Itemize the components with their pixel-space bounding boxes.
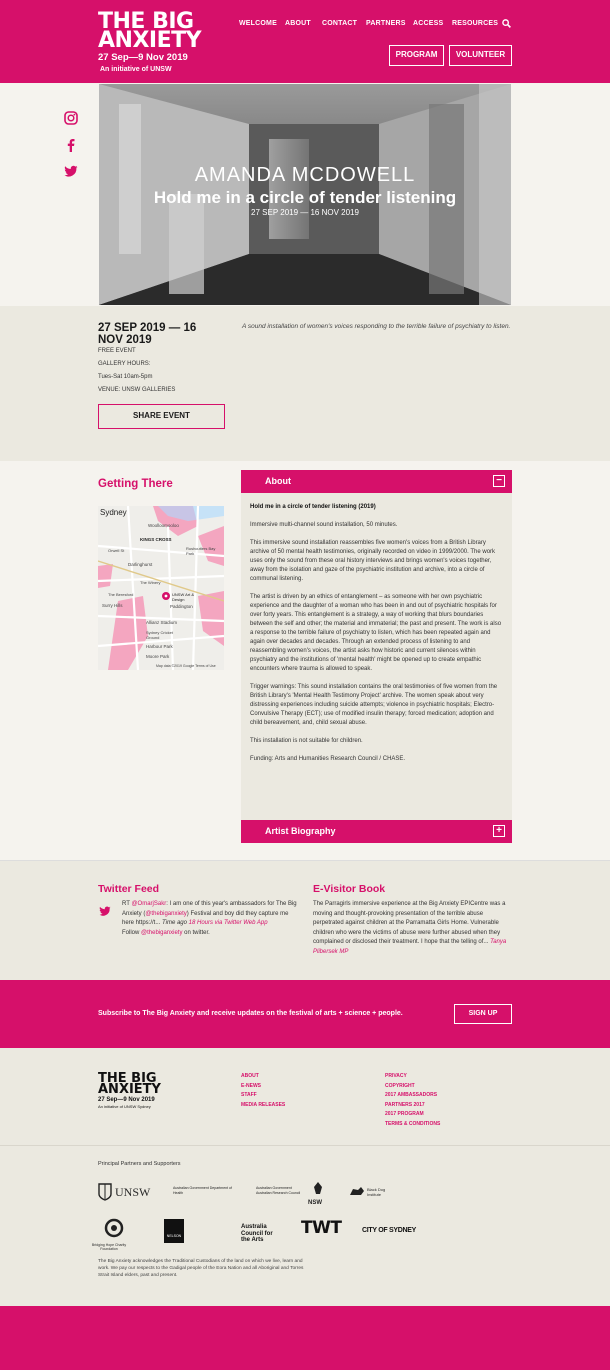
partner-logo-health[interactable]: Australian Government Department of Health (173, 1186, 232, 1195)
about-paragraph-5: This installation is not suitable for children. (250, 738, 363, 744)
map-label-surry-hills: Surry Hills (102, 603, 123, 608)
location-map[interactable] (98, 506, 224, 670)
free-event-label: FREE EVENT (98, 348, 136, 354)
tweet-mention-link[interactable]: @thebiganxiety (145, 910, 187, 917)
artist-bio-heading: Artist Biography (265, 826, 336, 836)
footer-link-about[interactable]: ABOUT (241, 1073, 259, 1079)
visitor-entry (313, 900, 513, 957)
partners-heading: Principal Partners and Supporters (98, 1161, 181, 1167)
hero-dates: 27 SEP 2019 — 16 NOV 2019 (251, 208, 359, 217)
unsw-crest-icon (98, 1183, 112, 1201)
footer-link-partners[interactable]: PARTNERS 2017 (385, 1101, 425, 1108)
logo-line1: THE BIG (98, 9, 194, 34)
partner-logo-unsw[interactable] (98, 1183, 150, 1201)
getting-there-heading: Getting There (98, 478, 173, 490)
tweet-meta-link[interactable]: 18 Hours via Twitter Web App (188, 920, 268, 926)
nav-contact[interactable]: CONTACT (322, 20, 358, 27)
footer-bar (0, 1306, 610, 1370)
about-paragraph-1: Immersive multi-channel sound installation, 50 minutes. (250, 522, 398, 528)
hero-artist-name: AMANDA MCDOWELL (194, 164, 416, 186)
partner-logo-australia-council[interactable]: Australia Council for the Arts (241, 1224, 273, 1243)
nsw-wordmark: NSW (308, 1200, 322, 1206)
map-label-kings-cross: KINGS CROSS (140, 537, 172, 542)
sign-up-button[interactable]: SIGN UP (454, 1004, 512, 1024)
map-label-sydney: Sydney (100, 508, 127, 517)
tweet-text-2: ) Festival and boy did they capture me here https://t... (122, 910, 289, 926)
tweet-meta: Time ago (160, 920, 189, 926)
search-icon[interactable] (502, 19, 511, 28)
footer-logo-line1: THE BIG (98, 1071, 157, 1086)
logo-line2: ANXIETY (98, 28, 202, 53)
partner-logo-nelson[interactable]: NELSON (164, 1219, 184, 1243)
nav-access[interactable]: ACCESS (413, 20, 444, 27)
footer-link-enews[interactable]: E-NEWS (241, 1082, 261, 1089)
map-credit[interactable]: Map data ©2019 Google Terms of Use (156, 664, 216, 668)
event-summary: A sound installation of women's voices responding to the terrible failure of psychiatry to listen. (242, 323, 511, 330)
partner-logo-nsw[interactable] (308, 1181, 328, 1206)
nav-partners[interactable]: PARTNERS (366, 20, 406, 27)
acknowledgement-of-country: The Big Anxiety acknowledges the Traditional Custodians of the land on which we live, learn and work. We pay our respects to the Gadigal people of the Eora Nation and all Aboriginal and Torres Strait Island elders, past and present. (98, 1259, 304, 1278)
unsw-wordmark: UNSW (115, 1184, 151, 1199)
footer-link-media[interactable]: MEDIA RELEASES (241, 1101, 286, 1108)
artist-bio-accordion-header[interactable] (241, 820, 512, 843)
partner-logo-arc[interactable]: Australian Government Australian Research Council (256, 1186, 301, 1195)
footer-logo-line2: ANXIETY (98, 1082, 161, 1097)
map-label-harbour-park: Harbour Park (146, 644, 173, 649)
feeds-band (0, 860, 610, 980)
map-label-woolloomooloo: Woolloomooloo (148, 523, 179, 528)
about-panel (241, 470, 512, 820)
expand-icon[interactable]: + (493, 825, 505, 837)
footer-divider (0, 1145, 610, 1146)
about-content (241, 493, 512, 764)
footer-link-copyright[interactable]: COPYRIGHT (385, 1082, 415, 1089)
footer-link-privacy[interactable]: PRIVACY (385, 1073, 407, 1079)
volunteer-button[interactable]: VOLUNTEER (449, 45, 512, 66)
instagram-icon[interactable] (64, 111, 78, 125)
black-dog-icon (349, 1186, 365, 1198)
site-header (0, 0, 610, 83)
about-work-title: Hold me in a circle of tender listening (2019) (250, 504, 376, 510)
footer-col-1 (241, 1072, 285, 1110)
about-accordion-header[interactable] (241, 470, 512, 493)
collapse-icon[interactable]: − (493, 475, 505, 487)
about-paragraph-2: This immersive sound installation reassembles five women's voices from a British Library archive of 50 mental health testimonies, originally recorded on video in 1999/2000. The work uses only the sound from these oral history interviews and brings women's voices together, away from the isolation and gaze of the psychiatric institution and archive, into a circle of communal listening. (250, 540, 496, 582)
footer-logo-dates: 27 Sep—9 Nov 2019 (98, 1097, 155, 1103)
footer-link-ambassadors[interactable]: 2017 AMBASSADORS (385, 1092, 438, 1098)
event-date-line2: NOV 2019 (98, 334, 152, 346)
follow-text: Follow (122, 929, 142, 936)
footer-link-terms[interactable]: TERMS & CONDITIONS (385, 1120, 441, 1127)
map-label-orwell: Orwell St (108, 548, 125, 553)
partner-logo-blackdog[interactable] (349, 1186, 389, 1198)
tweet-text-1: : I am one of this year's ambassadors for The Big Anxiety ( (122, 901, 297, 917)
twitter-bird-icon (98, 905, 112, 917)
tweet-rt: RT (122, 901, 132, 907)
event-dates (98, 322, 196, 346)
about-heading: About (265, 476, 291, 486)
nav-welcome[interactable]: WELCOME (239, 20, 277, 27)
footer-link-program[interactable]: 2017 PROGRAM (385, 1111, 424, 1117)
footer-logo[interactable] (98, 1073, 161, 1109)
map-label-scg: Sydney Cricket Ground (146, 630, 173, 640)
nav-about[interactable]: ABOUT (285, 20, 311, 27)
footer-logo-sub: An initiative of UNSW Sydney (98, 1104, 151, 1109)
about-paragraph-3: The artist is driven by an ethics of entanglement – as someone with her own psychiatric experience and the daughter of a woman who has been in and out of psychiatric hospitals for over forty years. This entanglement is a strategy, a way of working that blurs boundaries between the self and other; the material and immaterial; the past and present. The work is also a response to the terrible failure of psychiatry to listen, which has been repeated again and again over decades and decades. Through an extended process of listening to and reassembling women's voices, the artist asks how historic and current silences within psychiatry and the institutions of 'mental health' might be opened up to create empathic encounters where trauma is allowed to speak. (250, 594, 502, 672)
logo-subtitle: An initiative of UNSW (100, 65, 172, 73)
footer-link-staff[interactable]: STAFF (241, 1092, 257, 1098)
map-label-paddington: Paddington (170, 604, 193, 609)
logo-dates: 27 Sep—9 Nov 2019 (98, 52, 188, 63)
site-logo[interactable] (98, 9, 202, 73)
partner-logo-bridging-hope[interactable] (91, 1218, 129, 1251)
nav-resources[interactable]: RESOURCES (452, 20, 499, 27)
map-label-darlinghurst: Darlinghurst (128, 562, 153, 567)
visitor-entry-author[interactable]: Tanya Plibersek MP (313, 939, 507, 955)
follow-handle-link[interactable]: @thebiganxiety (141, 929, 183, 936)
partner-logo-city-of-sydney[interactable]: CITY OF SYDNEY (362, 1227, 417, 1234)
gallery-hours-label: GALLERY HOURS: (98, 361, 151, 367)
map-label-allianz: Allianz Stadium (146, 620, 178, 625)
bridging-hope-wordmark: Bridging Hope Charity Foundation (91, 1243, 127, 1251)
facebook-icon[interactable] (64, 138, 78, 152)
about-paragraph-6: Funding: Arts and Humanities Research Council / CHASE. (250, 756, 406, 762)
hero-work-title: Hold me in a circle of tender listening (153, 188, 457, 207)
share-event-button[interactable]: SHARE EVENT (98, 404, 225, 429)
map-label-beresford: The Beresford (108, 592, 134, 597)
hero-image (99, 84, 511, 305)
twitter-feed-heading: Twitter Feed (98, 883, 160, 895)
footer-col-2 (385, 1072, 440, 1129)
black-dog-wordmark: Black Dog Institute (367, 1187, 386, 1197)
map-label-moore-park: Moore Park (146, 654, 170, 659)
twitter-icon[interactable] (64, 164, 78, 178)
bridging-hope-icon (103, 1218, 125, 1238)
visitor-book-heading: E-Visitor Book (313, 883, 386, 895)
program-button[interactable]: PROGRAM (389, 45, 444, 66)
gallery-hours: Tues-Sat 10am-5pm (98, 374, 153, 380)
partner-logo-twt[interactable]: TWT (301, 1218, 342, 1238)
map-label-unsw-art: UNSW Art & Design (172, 592, 195, 602)
subscribe-text: Subscribe to The Big Anxiety and receive updates on the festival of arts + science + people. (98, 1010, 403, 1017)
about-paragraph-4: Trigger warnings: This sound installation contains the oral testimonies of five women from the British Library's 'Mental Health Testimony Project' archive. The women speak about very distressing experiences including suicide attempts; violence in psychiatric hospitals; Electro-Convulsive Therapy (ECT); use of modified insulin therapy; forced medication; adoption and child bereavement, and, child sexual abuse. (250, 684, 498, 726)
follow-tail: on twitter. (182, 929, 210, 936)
map-label-winery: The Winery (140, 580, 161, 585)
event-date-line1: 27 SEP 2019 — 16 (98, 322, 197, 334)
map-label-rushcutters: Rushcutters Bay Park (186, 546, 216, 556)
visitor-entry-text: The Parragirls immersive experience at the Big Anxiety EPICentre was a moving and thought-provoking presentation of the terrible abuse perpetrated against children at the Parramatta Girls Home. Vulnerable children who were the victims of abuse were further abused when they complained or disclosed their treatment. I hope that the telling of... (313, 901, 506, 945)
tweet-handle-link[interactable]: @OmarjSakr (131, 901, 167, 907)
nsw-waratah-icon (308, 1181, 328, 1195)
tweet (122, 900, 297, 938)
venue-label: VENUE: UNSW GALLERIES (98, 387, 176, 393)
